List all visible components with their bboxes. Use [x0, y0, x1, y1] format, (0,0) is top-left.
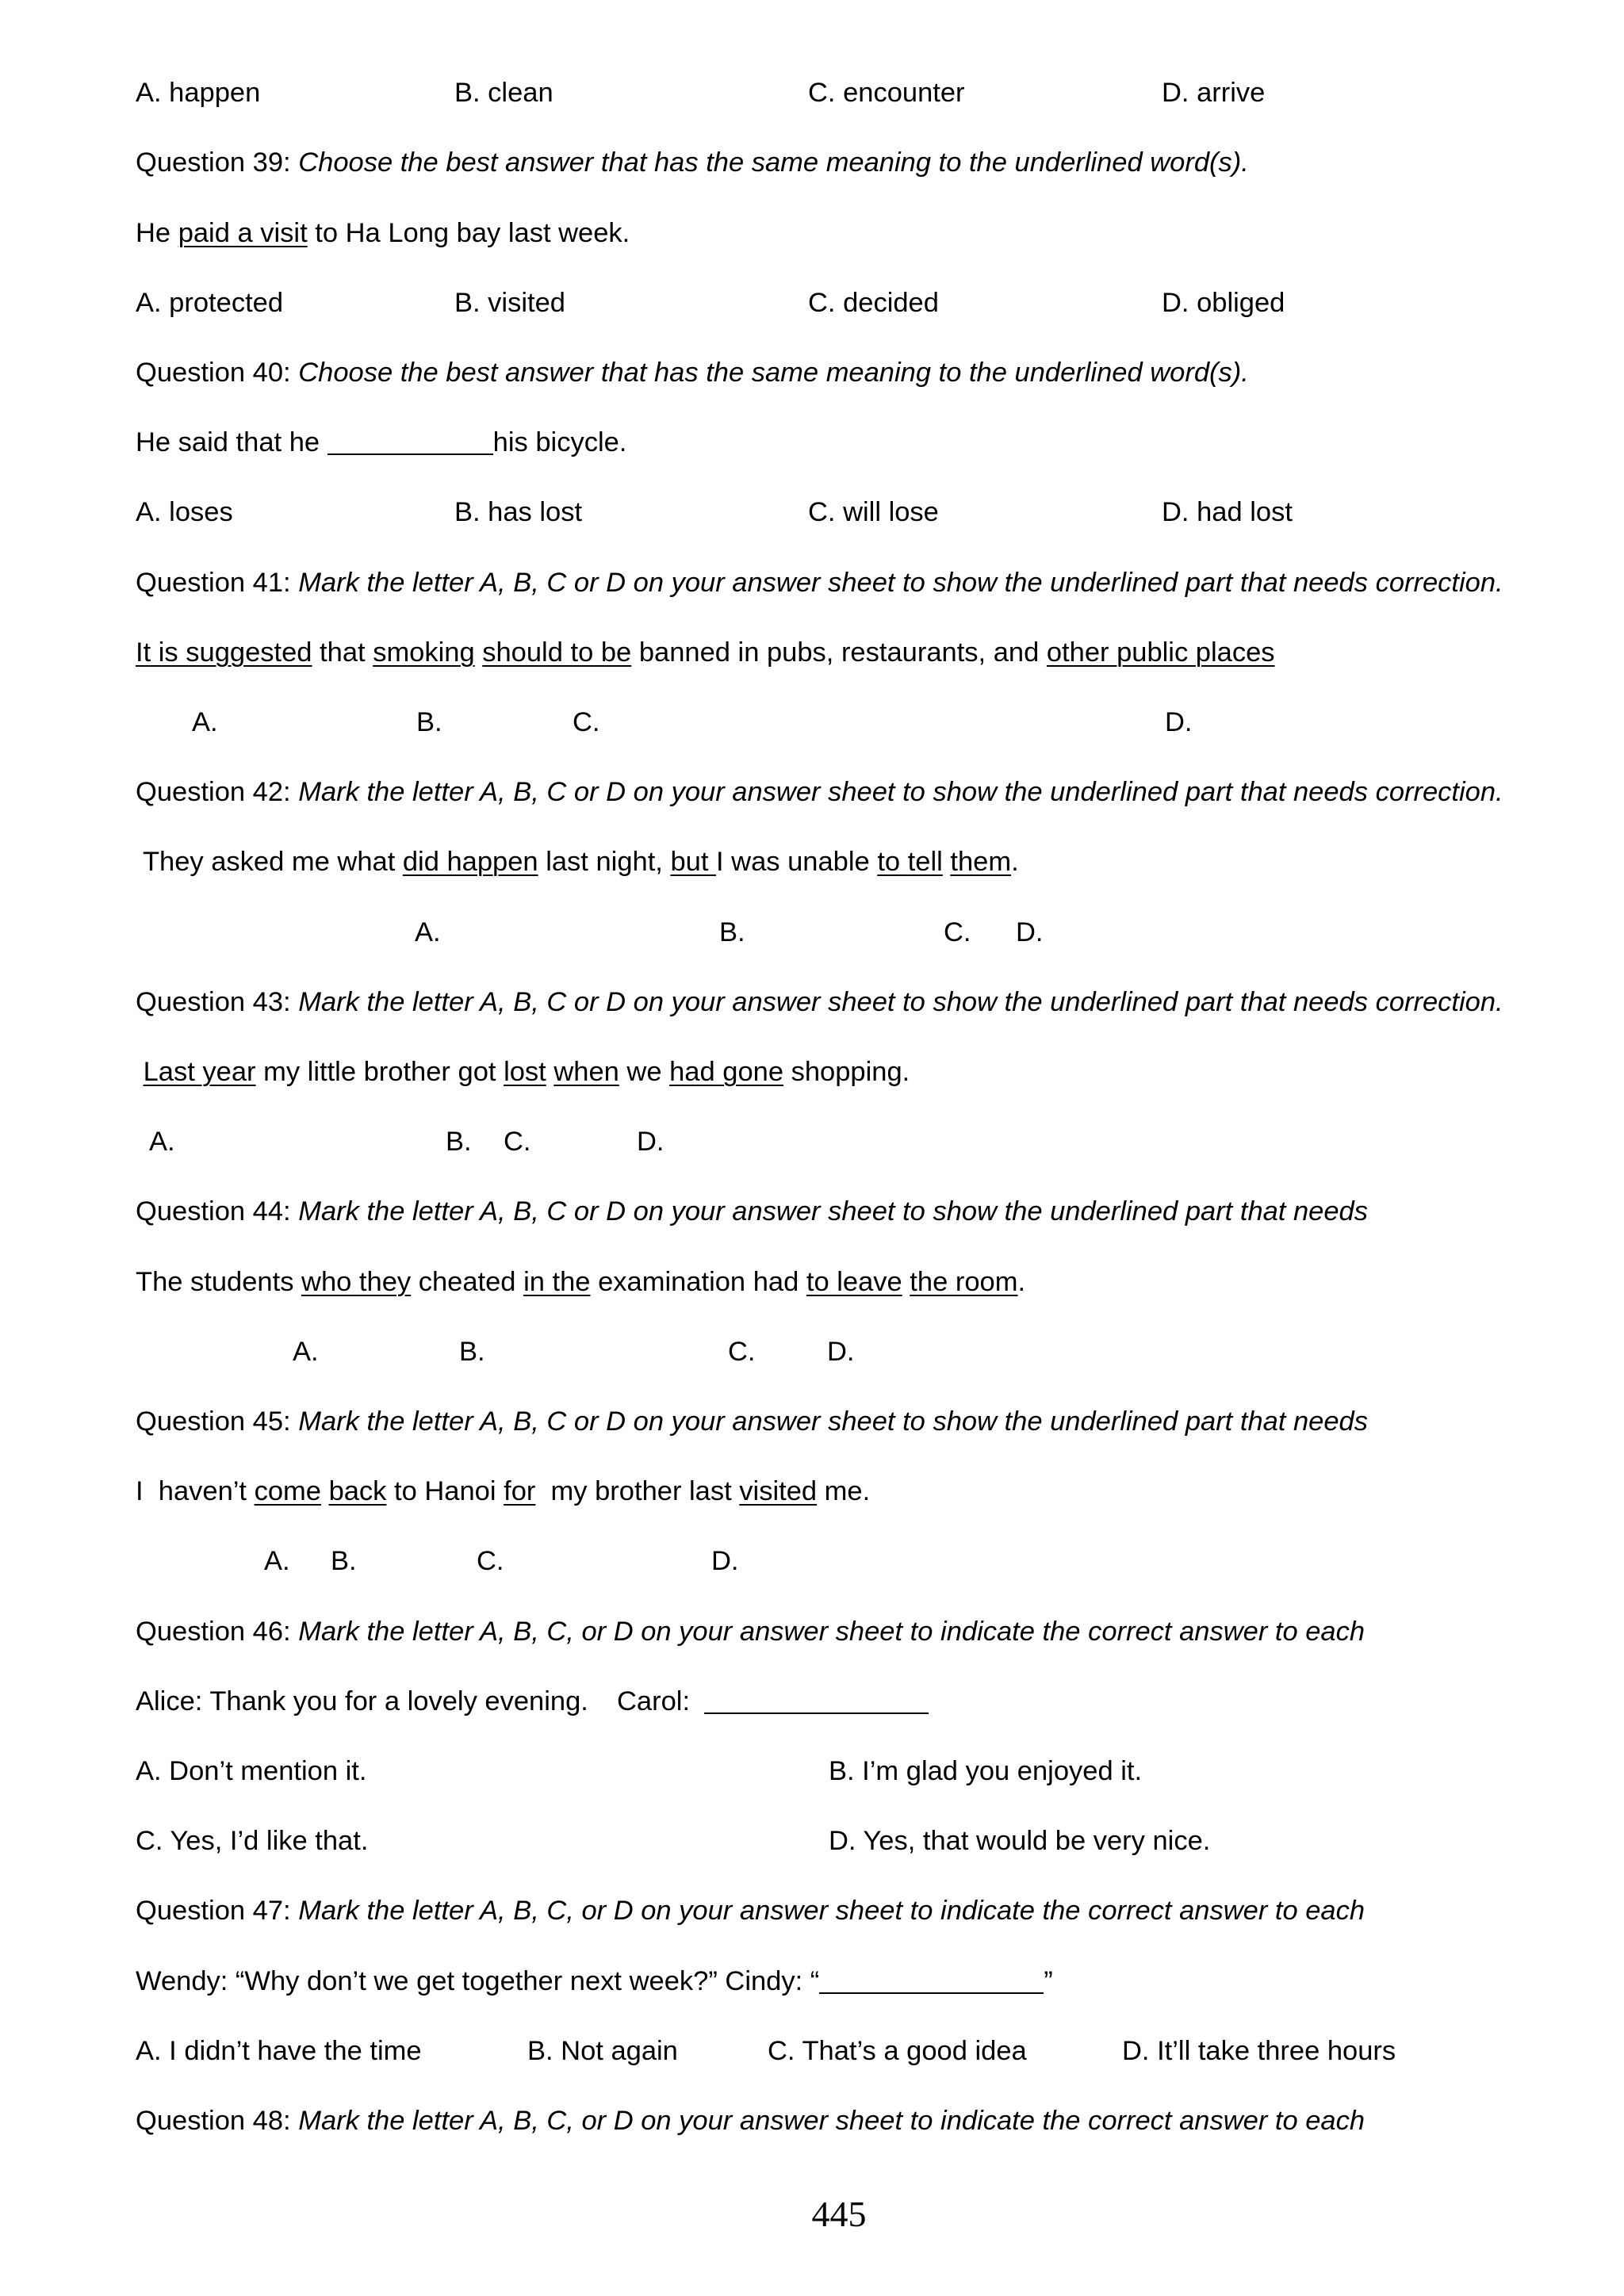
- closing-quote: ”: [1044, 1965, 1053, 1996]
- option-d: D. arrive: [1162, 78, 1266, 109]
- option-a: A. loses: [136, 497, 233, 528]
- question-45-prompt: [0, 1387, 1624, 1456]
- question-label: Question 47:: [136, 1896, 291, 1927]
- marker-a: A.: [264, 1546, 290, 1577]
- page-number: 445: [811, 2194, 867, 2234]
- question-40-prompt: [0, 338, 1624, 408]
- option-c: C. decided: [808, 287, 939, 318]
- option-d: D. obliged: [1162, 287, 1285, 318]
- question-instruction: Mark the letter A, B, C, or D on your answer sheet to indicate the correct answer to each: [298, 1896, 1365, 1927]
- underlined-part-d: had gone: [669, 1057, 784, 1087]
- question-42-prompt: [0, 757, 1624, 827]
- marker-d: D.: [1016, 916, 1044, 947]
- option-c: C. Yes, I’d like that.: [136, 1826, 369, 1857]
- question-40-options: [0, 477, 1624, 547]
- question-instruction: Mark the letter A, B, C or D on your answer sheet to show the underlined part that needs correction.: [298, 986, 1503, 1017]
- underlined-part-d: other public places: [1046, 637, 1275, 668]
- question-44-prompt: [0, 1177, 1624, 1246]
- marker-d: D.: [711, 1546, 739, 1577]
- underlined-part-a: come: [254, 1476, 321, 1507]
- question-46-dialogue: [0, 1667, 1624, 1736]
- question-39-prompt: [0, 128, 1624, 197]
- sentence-text: his bicycle.: [492, 427, 627, 458]
- answer-blank: [327, 453, 493, 455]
- dialogue-line: Alice: Thank you for a lovely evening.: [136, 1686, 588, 1716]
- question-instruction: Mark the letter A, B, C or D on your answer sheet to show the underlined part that needs correction.: [298, 567, 1503, 598]
- option-c: C. That’s a good idea: [768, 2035, 1027, 2066]
- sentence-text: I haven’t: [136, 1476, 255, 1507]
- option-a: A. I didn’t have the time: [136, 2035, 422, 2066]
- sentence-text: .: [1011, 847, 1019, 878]
- answer-blank-holder: [704, 1667, 929, 1736]
- sentence-text: cheated: [411, 1266, 524, 1297]
- marker-c: C.: [504, 1127, 531, 1158]
- option-a: A. protected: [136, 287, 284, 318]
- question-41-sentence: [0, 618, 1624, 687]
- option-d: D. It’ll take three hours: [1122, 2035, 1396, 2066]
- sentence-text: my little brother got: [255, 1057, 504, 1087]
- marker-c: C.: [944, 916, 971, 947]
- question-39-sentence: [0, 198, 1624, 268]
- underlined-part-c: for: [504, 1476, 536, 1507]
- option-a: A. Don’t mention it.: [136, 1756, 367, 1786]
- sentence-text: He: [136, 217, 178, 248]
- marker-a: A.: [293, 1336, 319, 1367]
- marker-b: B.: [719, 916, 745, 947]
- marker-c: C.: [728, 1336, 756, 1367]
- sentence-text: to Hanoi: [386, 1476, 504, 1507]
- marker-c: C.: [477, 1546, 504, 1577]
- sentence-text: last night,: [538, 847, 671, 878]
- option-b: B. clean: [454, 78, 553, 109]
- question-label: Question 45:: [136, 1406, 291, 1437]
- question-45-markers: [0, 1526, 1624, 1596]
- question-46-prompt: [0, 1597, 1624, 1667]
- sentence-text: my brother last: [535, 1476, 740, 1507]
- question-42-sentence: [0, 827, 1624, 897]
- underlined-part-d: visited: [739, 1476, 818, 1507]
- question-label: Question 39:: [136, 147, 291, 178]
- option-b: B. I’m glad you enjoyed it.: [829, 1756, 1143, 1786]
- question-43-prompt: [0, 967, 1624, 1037]
- underlined-part-a: Last year: [143, 1057, 256, 1087]
- question-42-markers: [0, 897, 1624, 967]
- question-47-dialogue: [0, 1946, 1624, 2016]
- underlined-part-d: the room: [910, 1266, 1018, 1297]
- marker-d: D.: [827, 1336, 855, 1367]
- option-b: B. Not again: [527, 2035, 678, 2066]
- sentence-text: [943, 847, 951, 877]
- answer-options-row: [0, 58, 1624, 128]
- marker-d: D.: [1165, 707, 1193, 737]
- question-47-options: [0, 2016, 1624, 2086]
- option-b: B. visited: [454, 287, 565, 318]
- marker-b: B.: [446, 1127, 472, 1158]
- question-label: Question 48:: [136, 2106, 291, 2136]
- sentence-text: He said that he: [136, 427, 327, 458]
- question-47-prompt: [0, 1876, 1624, 1946]
- underlined-part-c: when: [553, 1057, 619, 1087]
- sentence-text: [902, 1267, 910, 1297]
- underlined-part-a: It is suggested: [136, 637, 312, 668]
- question-label: Question 43:: [136, 986, 291, 1017]
- question-43-sentence: [0, 1037, 1624, 1107]
- question-instruction: Mark the letter A, B, C or D on your answer sheet to show the underlined part that needs correction.: [298, 777, 1503, 808]
- sentence-text: [475, 637, 483, 668]
- question-label: Question 41:: [136, 567, 291, 598]
- underlined-part-a: who they: [301, 1266, 412, 1297]
- underlined-part-a: did happen: [402, 847, 538, 878]
- sentence-text: banned in pubs, restaurants, and: [631, 637, 1047, 668]
- question-40-sentence: [0, 408, 1624, 477]
- marker-b: B.: [459, 1336, 485, 1367]
- question-instruction: Mark the letter A, B, C or D on your answer sheet to show the underlined part that needs: [298, 1196, 1368, 1227]
- marker-b: B.: [331, 1546, 357, 1577]
- underlined-part-b: back: [328, 1476, 387, 1507]
- question-label: Question 42:: [136, 777, 291, 808]
- underlined-part-b: in the: [523, 1266, 591, 1297]
- option-d: D. had lost: [1162, 497, 1293, 528]
- question-39-options: [0, 268, 1624, 338]
- underlined-part-b: lost: [504, 1057, 546, 1087]
- sentence-text: [321, 1476, 329, 1506]
- sentence-text: I was unable: [716, 847, 878, 878]
- question-label: Question 40:: [136, 358, 291, 388]
- marker-a: A.: [415, 916, 441, 947]
- response-speaker: Carol:: [617, 1686, 691, 1716]
- question-44-markers: [0, 1317, 1624, 1387]
- sentence-text: examination had: [590, 1266, 806, 1297]
- underlined-phrase: paid a visit: [178, 217, 308, 248]
- marker-d: D.: [637, 1127, 665, 1158]
- question-instruction: Choose the best answer that has the same meaning to the underlined word(s).: [298, 147, 1249, 178]
- question-41-markers: [0, 687, 1624, 757]
- option-c: C. encounter: [808, 78, 965, 109]
- question-44-sentence: [0, 1247, 1624, 1317]
- question-label: Question 44:: [136, 1196, 291, 1227]
- answer-blank: [819, 1992, 1044, 1994]
- sentence-text: They asked me what: [136, 847, 403, 878]
- sentence-text: we: [619, 1057, 670, 1087]
- dialogue-line: Wendy: “Why don’t we get together next week?” Cindy: “: [136, 1965, 820, 1996]
- question-instruction: Choose the best answer that has the same meaning to the underlined word(s).: [298, 358, 1249, 388]
- marker-a: A.: [192, 707, 218, 737]
- question-instruction: Mark the letter A, B, C, or D on your answer sheet to indicate the correct answer to each: [298, 1616, 1365, 1647]
- sentence-text: shopping.: [783, 1057, 910, 1087]
- question-46-options-row-2: [0, 1806, 1624, 1876]
- option-b: B. has lost: [454, 497, 583, 528]
- underlined-part-c: to leave: [806, 1266, 902, 1297]
- sentence-text: that: [312, 637, 373, 668]
- sentence-text: [136, 1057, 144, 1087]
- sentence-text: .: [1017, 1266, 1026, 1297]
- underlined-part-b: but: [670, 847, 717, 878]
- marker-b: B.: [416, 707, 442, 737]
- marker-a: A.: [149, 1127, 175, 1158]
- question-41-prompt: [0, 548, 1624, 618]
- question-43-markers: [0, 1107, 1624, 1177]
- sentence-text: to Ha Long bay last week.: [307, 217, 630, 248]
- question-label: Question 46:: [136, 1616, 291, 1647]
- sentence-text: me.: [817, 1476, 871, 1507]
- underlined-part-d: them: [950, 847, 1012, 878]
- sentence-text: The students: [136, 1266, 302, 1297]
- question-45-sentence: [0, 1456, 1624, 1526]
- marker-c: C.: [573, 707, 600, 737]
- answer-blank: [704, 1712, 929, 1714]
- underlined-part-c: should to be: [482, 637, 632, 668]
- option-d: D. Yes, that would be very nice.: [829, 1826, 1211, 1857]
- option-a: A. happen: [136, 78, 261, 109]
- question-46-options-row-1: [0, 1736, 1624, 1806]
- question-48-prompt: [0, 2086, 1624, 2156]
- underlined-part-b: smoking: [373, 637, 475, 668]
- option-c: C. will lose: [808, 497, 939, 528]
- question-instruction: Mark the letter A, B, C, or D on your answer sheet to indicate the correct answer to each: [298, 2106, 1365, 2136]
- underlined-part-c: to tell: [877, 847, 943, 878]
- question-instruction: Mark the letter A, B, C or D on your answer sheet to show the underlined part that needs: [298, 1406, 1368, 1437]
- sentence-text: [546, 1057, 554, 1087]
